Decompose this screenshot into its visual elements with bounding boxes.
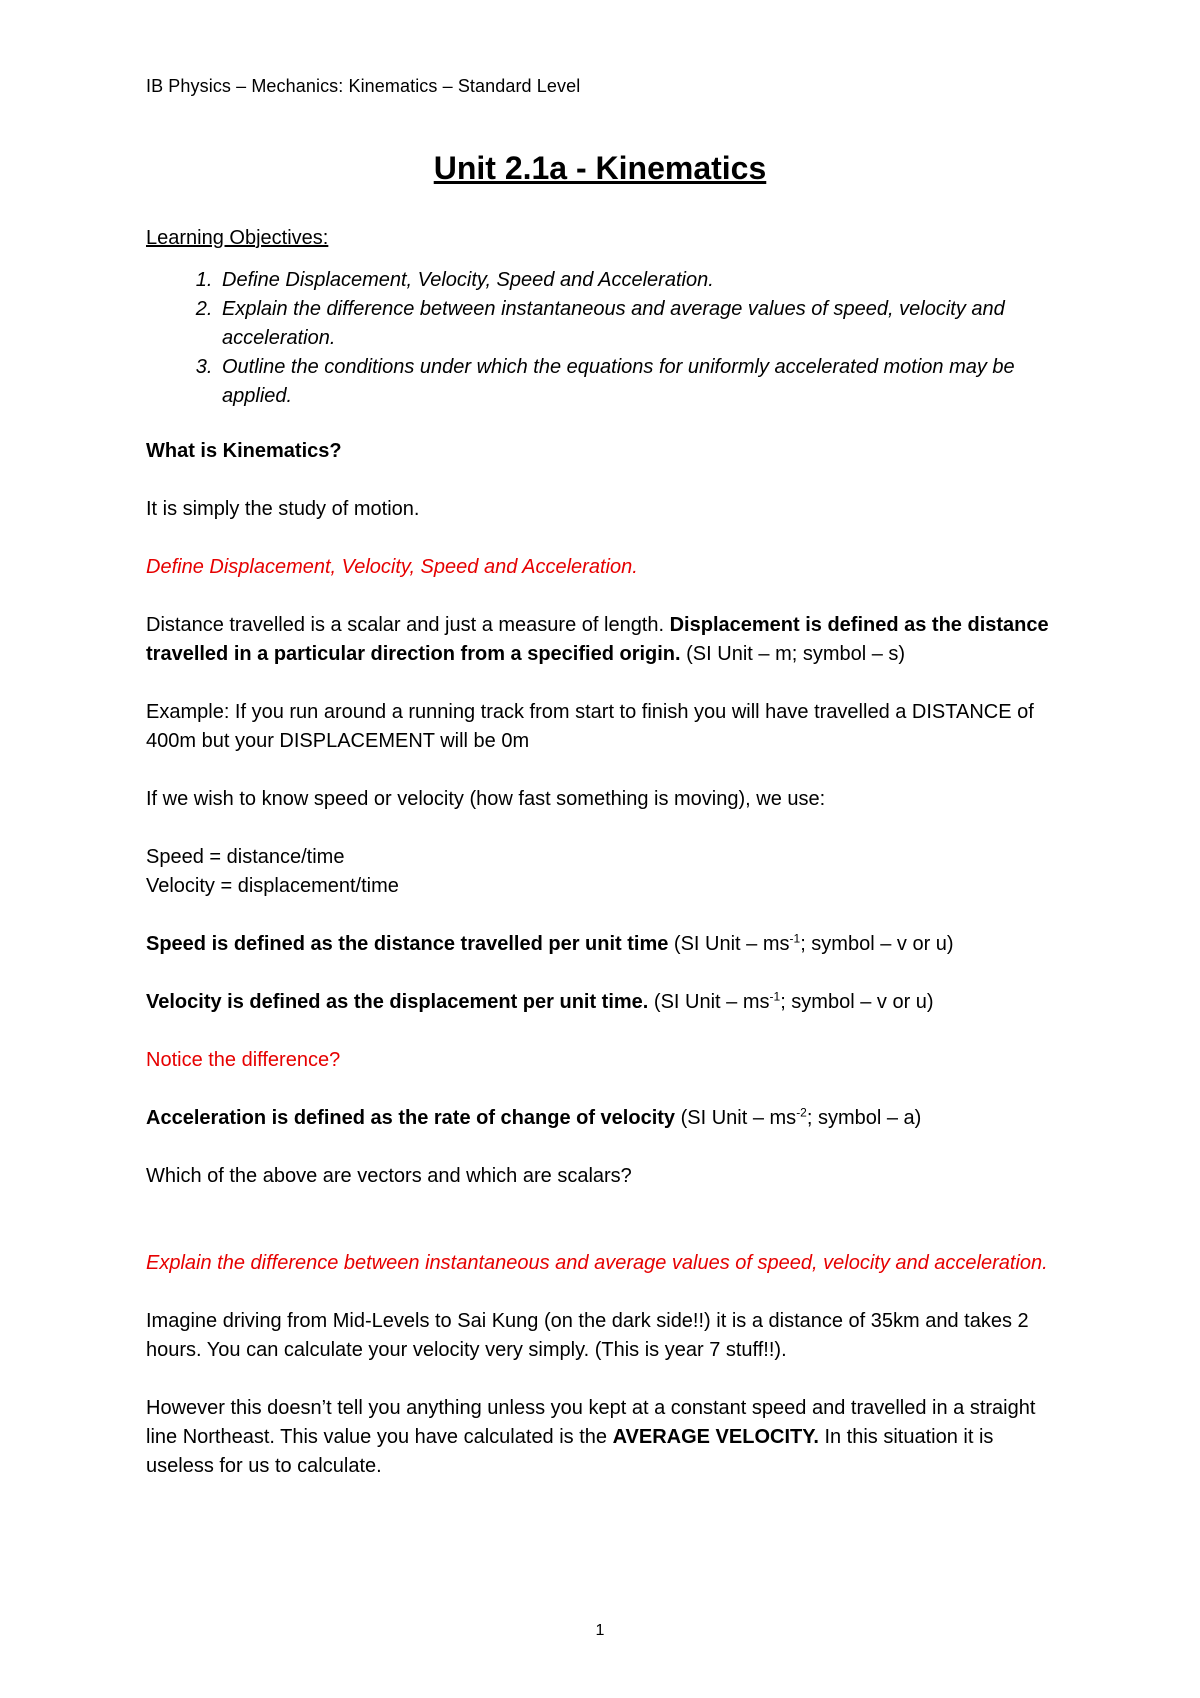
paragraph: [146, 1104, 1066, 1133]
learning-objectives-heading: Learning Objectives:: [146, 227, 329, 249]
definition-bold: Velocity is defined as the displacement per unit time.: [146, 991, 649, 1013]
document-body: [146, 224, 1066, 1510]
text-run: (SI Unit – ms: [648, 991, 770, 1013]
text-run: ; symbol – v or u): [780, 991, 934, 1013]
paragraph: [146, 1394, 1066, 1481]
superscript: -2: [796, 1105, 807, 1120]
definition-bold: Displacement is defined as the distance travelled in a particular direction from a specified origin.: [146, 614, 1049, 665]
superscript: -1: [769, 989, 781, 1004]
page-title: Unit 2.1a - Kinematics: [433, 150, 767, 186]
text-run: In this situation it is useless for us to calculate.: [146, 1426, 994, 1477]
section-heading: What is Kinematics?: [146, 440, 342, 462]
paragraph: [146, 611, 1066, 669]
learning-objectives-list: [146, 266, 1066, 411]
text-run: ; symbol – a): [806, 1107, 922, 1129]
running-header: IB Physics – Mechanics: Kinematics – Standard Level: [146, 76, 581, 96]
text-run: However this doesn’t tell you anything unless you kept at a constant speed and travelled in a straight line Northeast. This value you have calculated is the: [146, 1397, 1036, 1448]
text-run: Distance travelled is a scalar and just a measure of length.: [146, 614, 670, 636]
definition-bold: Speed is defined as the distance travelled per unit time: [146, 933, 669, 955]
spacer: [146, 1220, 1066, 1249]
paragraph: Imagine driving from Mid-Levels to Sai Kung (on the dark side!!) it is a distance of 35km and takes 2 hours. You can calculate your velocity very simply. (This is year 7 stuff!!).: [146, 1310, 1029, 1361]
formula: Speed = distance/time: [146, 846, 345, 868]
superscript: -1: [789, 931, 801, 946]
paragraph: It is simply the study of motion.: [146, 498, 420, 520]
page-number: 1: [595, 1622, 605, 1639]
formula: Velocity = displacement/time: [146, 875, 399, 897]
section-heading: Explain the difference between instantaneous and average values of speed, velocity and acceleration.: [146, 1252, 1048, 1274]
emphasis-bold: AVERAGE VELOCITY.: [612, 1426, 819, 1448]
paragraph: [146, 988, 1066, 1017]
formula-block: [146, 843, 1066, 901]
text-run: (SI Unit – m; symbol – s): [680, 643, 906, 665]
paragraph: Which of the above are vectors and which are scalars?: [146, 1165, 632, 1187]
objective-item: 2. Explain the difference between instantaneous and average values of speed, velocity and acceleration.: [218, 295, 1066, 353]
paragraph: If we wish to know speed or velocity (how fast something is moving), we use:: [146, 788, 826, 810]
objective-item: 1. Define Displacement, Velocity, Speed and Acceleration.: [218, 266, 1066, 295]
definition-bold: Acceleration is defined as the rate of change of velocity: [146, 1107, 676, 1129]
paragraph: [146, 930, 1066, 959]
section-heading: Define Displacement, Velocity, Speed and Acceleration.: [146, 556, 638, 578]
notice-text: Notice the difference?: [146, 1049, 341, 1071]
paragraph: Example: If you run around a running track from start to finish you will have travelled a DISTANCE of 400m but your DISPLACEMENT will be 0m: [146, 701, 1034, 752]
objective-item: 3. Outline the conditions under which the equations for uniformly accelerated motion may be applied.: [218, 353, 1066, 411]
text-run: ; symbol – v or u): [800, 933, 954, 955]
text-run: (SI Unit – ms: [675, 1107, 797, 1129]
text-run: (SI Unit – ms: [668, 933, 790, 955]
